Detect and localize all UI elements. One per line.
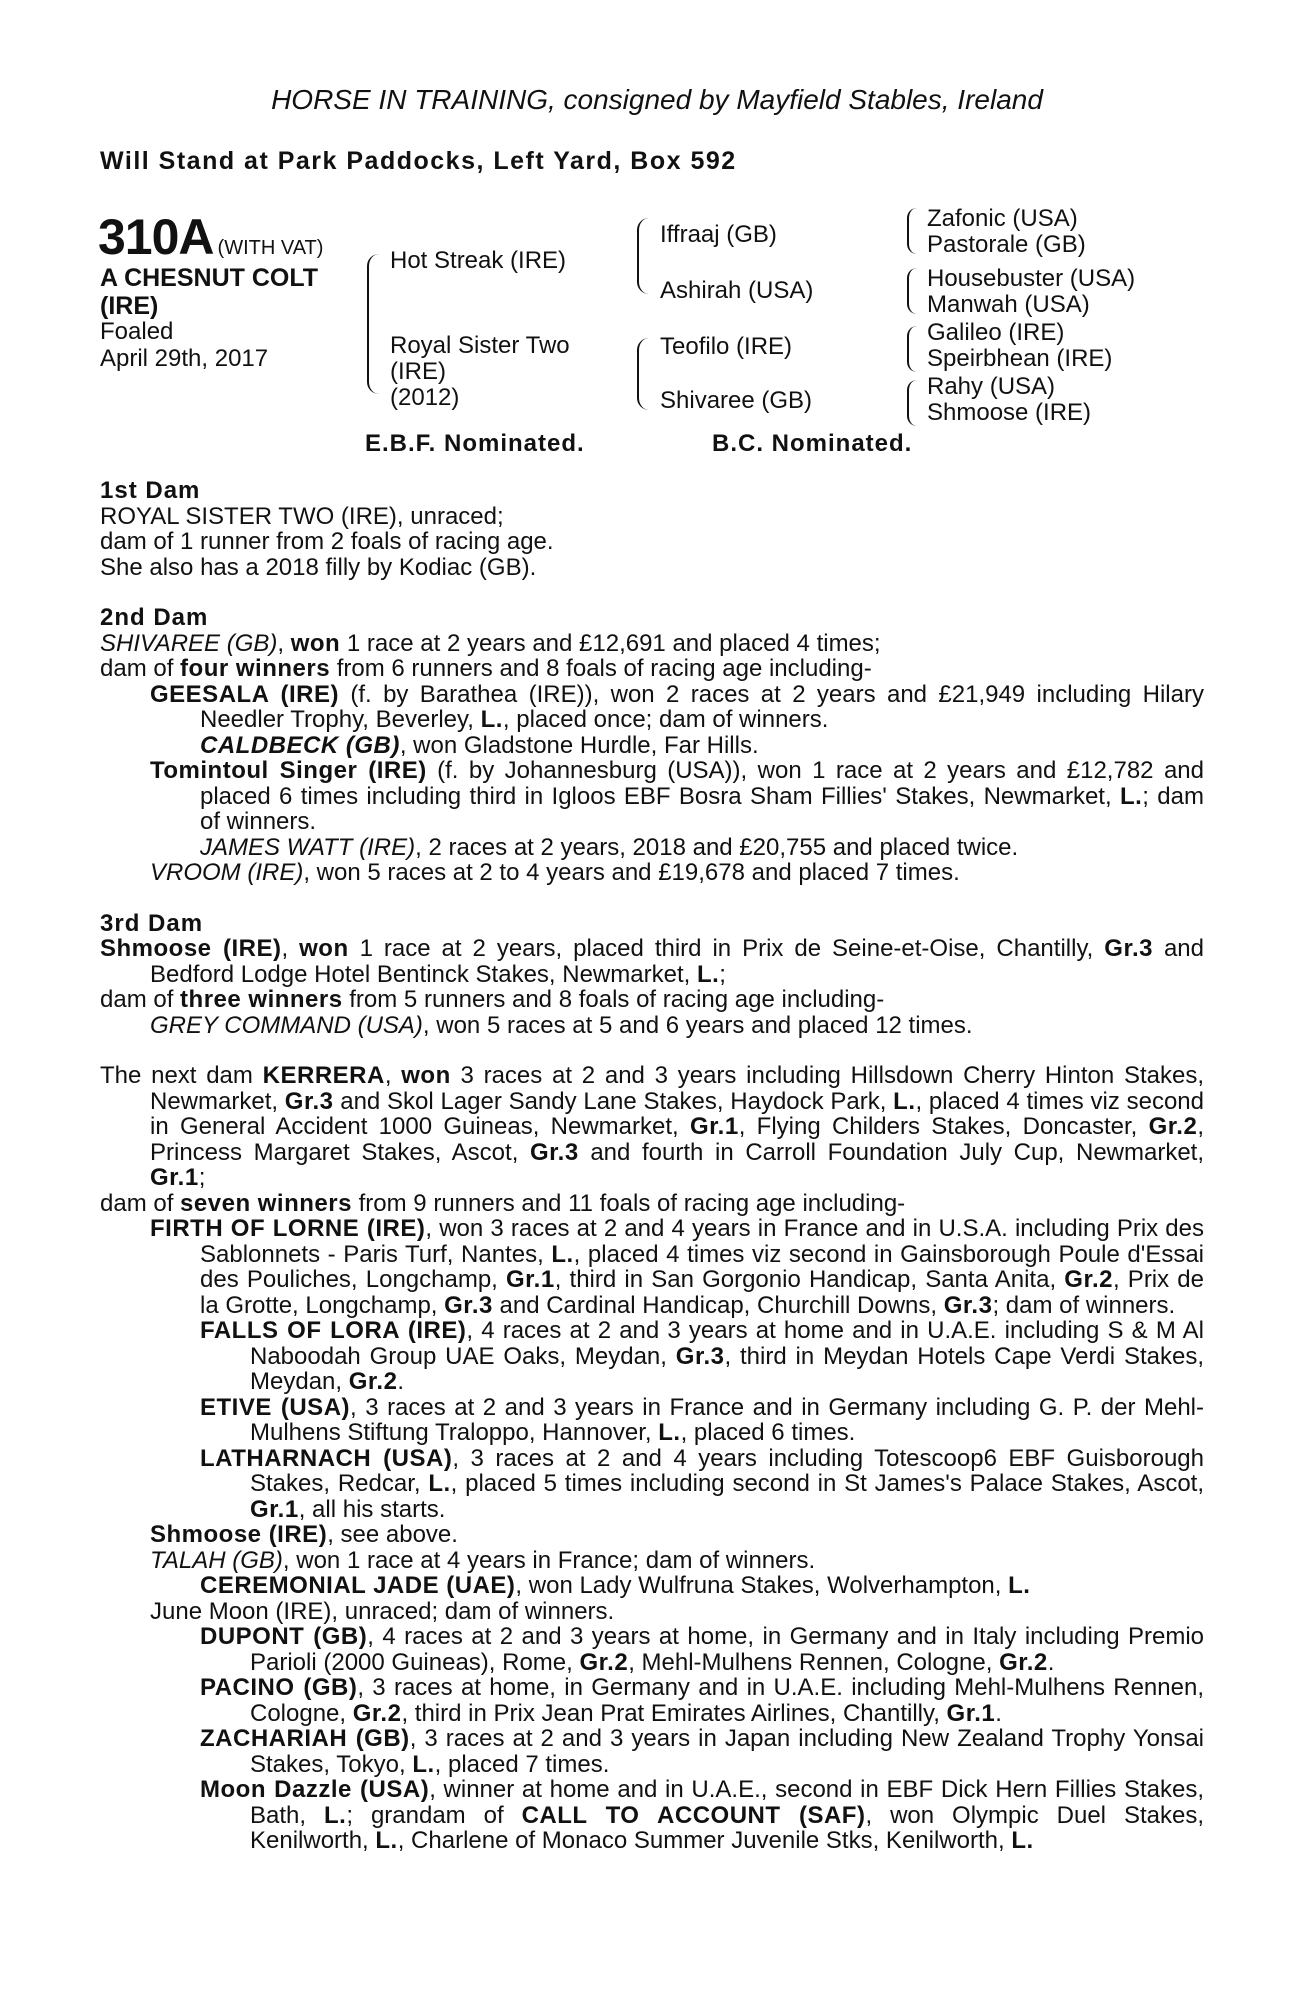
grand-offspring-entry: JAMES WATT (IRE), 2 races at 2 years, 2018 and £20,755 and placed twice. [200, 833, 1019, 861]
catalogue-body [100, 478, 1204, 1854]
first-dam-line: ROYAL SISTER TWO (IRE), unraced; [100, 502, 504, 530]
dam-of-sire: Ashirah (USA) [660, 277, 814, 304]
lot-number-value: 310A [98, 209, 214, 265]
dam-line2: (IRE) [390, 358, 446, 385]
pedigree-bracket-dam [637, 338, 649, 410]
offspring-entry: June Moon (IRE), unraced; dam of winners. [150, 1597, 615, 1625]
sire-of-sire: Iffraaj (GB) [660, 221, 777, 248]
grand-offspring-entry: DUPONT (GB), 4 races at 2 and 3 years at home, in Germany and in Italy including Premio Parioli (2000 Guineas), Rome, Gr.2, Mehl-Mulhens Rennen, Cologne, Gr.2. [200, 1623, 1205, 1676]
pedigree-bracket-ss [907, 208, 917, 254]
consignment-line: HORSE IN TRAINING, consigned by Mayfield Stables, Ireland [271, 84, 1043, 115]
first-dam-heading: 1st Dam [100, 477, 201, 504]
horse-line1: A CHESNUT COLT [100, 264, 319, 292]
next-dam-produce: dam of seven winners from 9 runners and 11 foals of racing age including- [100, 1189, 906, 1217]
grand-offspring-entry: PACINO (GB), 3 races at home, in Germany and in U.A.E. including Mehl-Mulhens Rennen, Cologne, Gr.2, third in Prix Jean Prat Emirates Airlines, Chantilly, Gr.1. [200, 1674, 1204, 1727]
foaled-label: Foaled [100, 318, 174, 345]
first-dam-line: She also has a 2018 filly by Kodiac (GB). [100, 553, 537, 581]
grand-offspring-entry: ETIVE (USA), 3 races at 2 and 3 years in France and in Germany including G. P. der Mehl-Mulhens Stiftung Traloppo, Hannover, L., placed 6 times. [200, 1393, 1204, 1446]
pedigree-sds: Housebuster (USA) [927, 265, 1136, 292]
pedigree-ddd: Shmoose (IRE) [927, 399, 1092, 426]
offspring-entry: VROOM (IRE), won 5 races at 2 to 4 years and £19,678 and placed 7 times. [150, 859, 960, 886]
pedigree-bracket-main [367, 254, 379, 394]
dam-line1: Royal Sister Two [390, 332, 570, 359]
pedigree-dds: Rahy (USA) [927, 373, 1056, 400]
horse-line2: (IRE) [100, 292, 159, 320]
grand-offspring-entry: CEREMONIAL JADE (UAE), won Lady Wulfruna Stakes, Wolverhampton, L. [200, 1572, 1031, 1599]
stand-location: Will Stand at Park Paddocks, Left Yard, Box 592 [100, 147, 737, 175]
pedigree-bracket-dd [907, 380, 917, 426]
next-dam-entry: The next dam KERRERA, won 3 races at 2 and 3 years including Hillsdown Cherry Hinton Stakes, Newmarket, Gr.3 and Skol Lager Sandy Lane Stakes, Haydock Park, L., placed 4 times viz second in General Accident 1000 Guineas, Newmarket, Gr.1, Flying Childers Stakes, Doncaster, Gr.2, Princess Margaret Stakes, Ascot, Gr.3 and fourth in Carroll Foundation July Cup, Newmarket, Gr.1; [100, 1062, 1205, 1191]
offspring-entry: GEESALA (IRE) (f. by Barathea (IRE)), won 2 races at 2 years and £21,949 including Hilary Needler Trophy, Beverley, L., placed once; dam of winners. [150, 680, 1204, 733]
grand-offspring-entry: Moon Dazzle (USA), winner at home and in U.A.E., second in EBF Dick Hern Fillies Stakes, Bath, L.; grandam of CALL TO ACCOUNT (SAF), won Olympic Duel Stakes, Kenilworth, L., Charlene of Monaco Summer Juvenile Stks, Kenilworth, L. [200, 1776, 1205, 1854]
grand-offspring-entry: ZACHARIAH (GB), 3 races at 2 and 3 years in Japan including New Zealand Trophy Yonsai Stakes, Tokyo, L., placed 7 times. [200, 1725, 1204, 1778]
pedigree-bracket-ds [907, 326, 917, 372]
offspring-entry: TALAH (GB), won 1 race at 4 years in France; dam of winners. [150, 1546, 816, 1574]
foaled-info [100, 318, 268, 372]
ebf-nominated: E.B.F. Nominated. [365, 430, 585, 457]
dam [390, 333, 570, 411]
pedigree-sdd: Manwah (USA) [927, 291, 1090, 318]
offspring-entry: Tomintoul Singer (IRE) (f. by Johannesburg (USA)), won 1 race at 2 years and £12,782 and placed 6 times including third in Igloos EBF Bosra Sham Fillies' Stakes, Newmarket, L.; dam of winners. [150, 757, 1204, 835]
pedigree-ssd: Pastorale (GB) [927, 231, 1086, 258]
third-dam-heading: 3rd Dam [100, 909, 204, 937]
sire-of-dam: Teofilo (IRE) [660, 333, 793, 360]
pedigree-sss: Zafonic (USA) [927, 205, 1078, 232]
offspring-entry: GREY COMMAND (USA), won 5 races at 5 and 6 years and placed 12 times. [150, 1011, 973, 1039]
lot-number [98, 208, 323, 266]
dam-line3: (2012) [390, 384, 460, 411]
second-dam-entry: SHIVAREE (GB), won 1 race at 2 years and £12,691 and placed 4 times; [100, 629, 881, 657]
pedigree-dss: Galileo (IRE) [927, 319, 1065, 346]
pedigree-bracket-sd [907, 268, 917, 314]
first-dam-line: dam of 1 runner from 2 foals of racing age. [100, 528, 554, 555]
third-dam-produce: dam of three winners from 5 runners and 8 foals of racing age including- [100, 986, 885, 1013]
second-dam-heading: 2nd Dam [100, 604, 209, 631]
grand-offspring-entry: LATHARNACH (USA), 3 races at 2 and 4 years including Totescoop6 EBF Guisborough Stakes, Redcar, L., placed 5 times including second in St James's Palace Stakes, Ascot, Gr.1, all his starts. [200, 1444, 1204, 1523]
second-dam-produce: dam of four winners from 6 runners and 8 foals of racing age including- [100, 655, 872, 682]
pedigree-dsd: Speirbhean (IRE) [927, 345, 1113, 372]
third-dam-entry: Shmoose (IRE), won 1 race at 2 years, placed third in Prix de Seine-et-Oise, Chantilly, Gr.3 and Bedford Lodge Hotel Bentinck Stakes, Newmarket, L.; [100, 935, 1205, 988]
vat-note: (WITH VAT) [217, 237, 324, 259]
foaled-date: April 29th, 2017 [100, 345, 269, 372]
grand-offspring-entry: FALLS OF LORA (IRE), 4 races at 2 and 3 years at home and in U.A.E. including S & M Al Naboodah Group UAE Oaks, Meydan, Gr.3, third in Meydan Hotels Cape Verdi Stakes, Meydan, Gr.2. [200, 1317, 1204, 1395]
offspring-entry: FIRTH OF LORNE (IRE), won 3 races at 2 and 4 years in France and in U.S.A. including Prix des Sablonnets - Paris Turf, Nantes, L., placed 4 times viz second in Gainsborough Poule d'Essai des Pouliches, Longchamp, Gr.1, third in San Gorgonio Handicap, Santa Anita, Gr.2, Prix de la Grotte, Longchamp, Gr.3 and Cardinal Handicap, Churchill Downs, Gr.3; dam of winners. [150, 1215, 1205, 1319]
bc-nominated: B.C. Nominated. [712, 430, 913, 457]
horse-description [100, 264, 318, 320]
sire: Hot Streak (IRE) [390, 247, 567, 274]
grand-offspring-entry: CALDBECK (GB), won Gladstone Hurdle, Far Hills. [200, 731, 759, 759]
pedigree-bracket-sire [637, 218, 649, 294]
dam-of-dam: Shivaree (GB) [660, 387, 813, 414]
offspring-entry: Shmoose (IRE), see above. [150, 1521, 458, 1548]
